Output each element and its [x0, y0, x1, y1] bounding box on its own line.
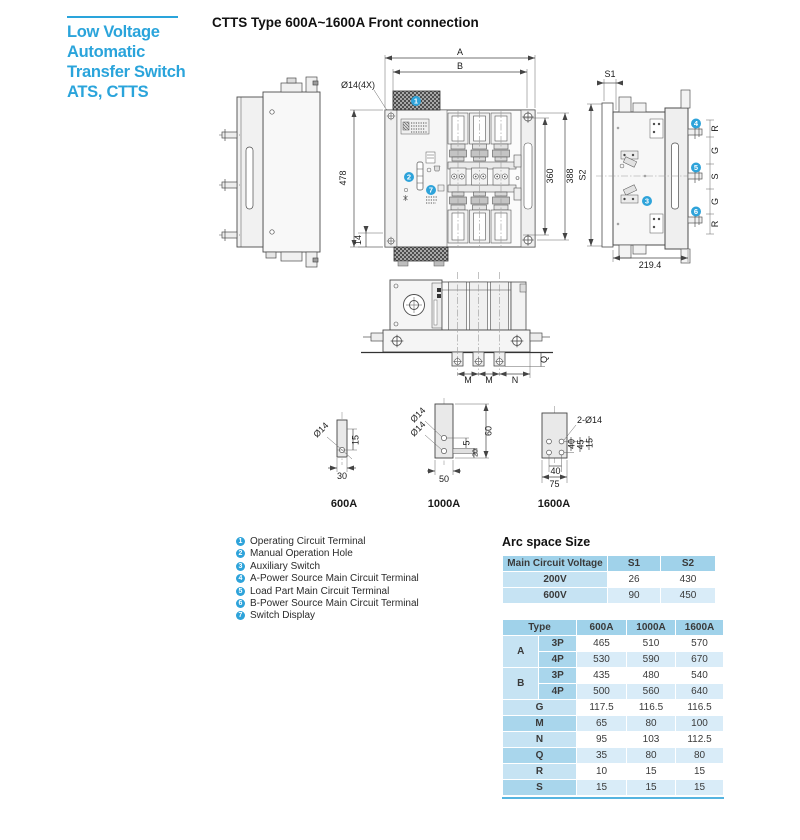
- legend-number-badge: 5: [236, 587, 245, 596]
- table-header-row: [503, 620, 723, 635]
- legend-item: [236, 536, 419, 548]
- row-sub-label: 4P: [539, 684, 576, 699]
- callout-1-num: 1: [413, 96, 419, 106]
- table-cell: 450: [661, 588, 715, 603]
- callout-3-num: 3: [644, 196, 650, 206]
- table-cell: 112.5: [676, 732, 723, 747]
- dim-478: 478: [338, 170, 348, 186]
- type-table-wrapper: [502, 619, 724, 799]
- table-cell: 500: [577, 684, 626, 699]
- right-side-view: [578, 69, 721, 270]
- callout-7-num: 7: [428, 185, 434, 195]
- detail600-title: 600A: [330, 498, 358, 510]
- detail1600-dim-40r: 40: [566, 438, 577, 450]
- row-group-label: A: [503, 636, 538, 667]
- table-cell: 480: [627, 668, 675, 683]
- table-cell: 15: [676, 780, 723, 795]
- table-row: [503, 636, 723, 651]
- detail1000-dim-60: 60: [483, 425, 494, 437]
- dim-14: 14: [353, 234, 363, 246]
- row-label: R: [503, 764, 576, 779]
- product-title-line: ATS, CTTS: [67, 83, 149, 101]
- legend-label: Manual Operation Hole: [250, 548, 353, 560]
- dim-2194: 219.4: [638, 260, 662, 270]
- detail1600-dim-40b: 40: [550, 466, 561, 476]
- dim-388: 388: [565, 168, 575, 184]
- table-cell: 95: [577, 732, 626, 747]
- legend-number-badge: 7: [236, 611, 245, 620]
- table-cell: 117.5: [577, 700, 626, 715]
- table-cell: 510: [627, 636, 675, 651]
- legend-item: [236, 598, 419, 610]
- product-title-line: Automatic: [67, 43, 145, 61]
- table-cell: 15: [627, 780, 675, 795]
- terminal-detail-600a: [311, 412, 360, 510]
- legend-item: [236, 610, 419, 622]
- table-cell: 540: [676, 668, 723, 683]
- table-cell: 430: [661, 572, 715, 587]
- dim-m1: M: [464, 375, 472, 385]
- dim-s1: S1: [604, 69, 616, 79]
- gap-label-r2: R: [710, 220, 720, 228]
- legend-number-badge: 4: [236, 574, 245, 583]
- legend-label: Switch Display: [250, 610, 316, 622]
- row-label: N: [503, 732, 576, 747]
- row-label: Q: [503, 748, 576, 763]
- table-cell: 15: [577, 780, 626, 795]
- table-cell: 116.5: [627, 700, 675, 715]
- row-sub-label: 3P: [539, 668, 576, 683]
- table-row: [503, 668, 723, 683]
- column-header: 1000A: [627, 620, 675, 635]
- detail1000-dim-5: 5: [461, 440, 472, 446]
- table-cell: 100: [676, 716, 723, 731]
- table-cell: 15: [676, 764, 723, 779]
- callout-2-num: 2: [406, 172, 412, 182]
- dim-n: N: [511, 375, 519, 385]
- product-title-line: Transfer Switch: [67, 63, 186, 81]
- legend-label: B-Power Source Main Circuit Terminal: [250, 597, 419, 609]
- table-cell: 65: [577, 716, 626, 731]
- detail1600-hole-label: 2-Ø14: [577, 415, 603, 425]
- gap-label-g2: G: [710, 197, 720, 206]
- legend-item: [236, 561, 419, 573]
- dim-360: 360: [545, 168, 555, 184]
- legend-item: [236, 548, 419, 560]
- table-cell: 640: [676, 684, 723, 699]
- detail1600-dim-45: 45: [575, 439, 586, 450]
- detail1000-hole2-label: Ø14: [408, 419, 428, 439]
- row-label: G: [503, 700, 576, 715]
- row-group-label: B: [503, 668, 538, 699]
- callout-4-num: 4: [693, 119, 699, 129]
- detail1000-title: 1000A: [427, 498, 461, 510]
- column-header: S1: [608, 556, 660, 571]
- legend-label: Auxiliary Switch: [250, 560, 321, 572]
- column-header: 1600A: [676, 620, 723, 635]
- legend-number-badge: 3: [236, 562, 245, 571]
- table-cell: 35: [577, 748, 626, 763]
- table-cell: 80: [676, 748, 723, 763]
- detail1600-dim-75: 75: [549, 479, 560, 489]
- dim-b: B: [456, 61, 464, 71]
- table-cell: 10: [577, 764, 626, 779]
- callout-legend: [236, 536, 419, 623]
- table-cell: 670: [676, 652, 723, 667]
- row-label: M: [503, 716, 576, 731]
- row-label: 200V: [503, 572, 607, 587]
- arc-space-title: Arc space Size: [502, 535, 591, 549]
- detail1600-title: 1600A: [537, 498, 571, 510]
- legend-label: A-Power Source Main Circuit Terminal: [250, 573, 419, 585]
- row-label: 600V: [503, 588, 607, 603]
- title-rule: [67, 16, 178, 18]
- table-cell: 15: [627, 764, 675, 779]
- table-cell: 570: [676, 636, 723, 651]
- table-cell: 116.5: [676, 700, 723, 715]
- table-cell: 530: [577, 652, 626, 667]
- table-cell: 560: [627, 684, 675, 699]
- detail1000-dim-50: 50: [438, 474, 450, 484]
- legend-label: Operating Circuit Terminal: [250, 536, 366, 547]
- type-dimension-table: [502, 619, 724, 796]
- row-sub-label: 4P: [539, 652, 576, 667]
- callout-5-num: 5: [693, 163, 699, 173]
- side-view: [219, 77, 320, 267]
- table-row: [503, 732, 723, 747]
- detail600-hole-label: Ø14: [311, 420, 331, 440]
- table-cell: 465: [577, 636, 626, 651]
- gap-label-s: S: [710, 173, 720, 180]
- table-row: [503, 700, 723, 715]
- page-title: CTTS Type 600A~1600A Front connection: [212, 15, 479, 30]
- arc-space-table: [502, 555, 716, 604]
- column-header: Main Circuit Voltage: [503, 556, 607, 571]
- table-row: [503, 588, 715, 603]
- row-sub-label: 3P: [539, 636, 576, 651]
- table-row: [503, 764, 723, 779]
- table-row: [503, 572, 715, 587]
- row-label: S: [503, 780, 576, 795]
- detail1000-hole1-label: Ø14: [408, 405, 428, 425]
- table-cell: 590: [627, 652, 675, 667]
- table-cell: 90: [608, 588, 660, 603]
- terminal-detail-1600a: [538, 406, 602, 510]
- table-row: [503, 716, 723, 731]
- dim-m2: M: [485, 375, 493, 385]
- legend-number-badge: 2: [236, 549, 245, 558]
- column-header: 600A: [577, 620, 626, 635]
- gap-label-g1: G: [710, 146, 720, 155]
- table-row: [503, 780, 723, 795]
- table-row: [503, 748, 723, 763]
- front-view: [338, 47, 575, 266]
- column-header: Type: [503, 620, 576, 635]
- table-cell: 26: [608, 572, 660, 587]
- table-cell: 80: [627, 748, 675, 763]
- detail600-dim-15: 15: [350, 434, 361, 446]
- detail600-dim-30: 30: [336, 471, 348, 481]
- legend-number-badge: 6: [236, 599, 245, 608]
- dim-s2: S2: [577, 169, 588, 181]
- dim-a: A: [456, 47, 464, 57]
- hole-callout: Ø14(4X): [341, 80, 376, 90]
- legend-item: [236, 586, 419, 598]
- legend-number-badge: 1: [236, 537, 245, 546]
- table-cell: 103: [627, 732, 675, 747]
- product-title: [67, 22, 217, 102]
- technical-drawing: [215, 40, 800, 540]
- table-cell: 435: [577, 668, 626, 683]
- table-cell: 80: [627, 716, 675, 731]
- legend-label: Load Part Main Circuit Terminal: [250, 585, 390, 597]
- detail1600-dim-15: 15: [584, 437, 595, 449]
- column-header: S2: [661, 556, 715, 571]
- bottom-view: [361, 272, 553, 385]
- product-title-line: Low Voltage: [67, 23, 160, 41]
- terminal-detail-1000a: [408, 398, 493, 510]
- table-header-row: [503, 556, 715, 571]
- callout-6-num: 6: [693, 207, 699, 217]
- detail1000-dim-20: 20: [472, 449, 480, 457]
- dim-q: Q: [539, 355, 549, 364]
- legend-item: [236, 573, 419, 585]
- gap-label-r1: R: [710, 125, 720, 132]
